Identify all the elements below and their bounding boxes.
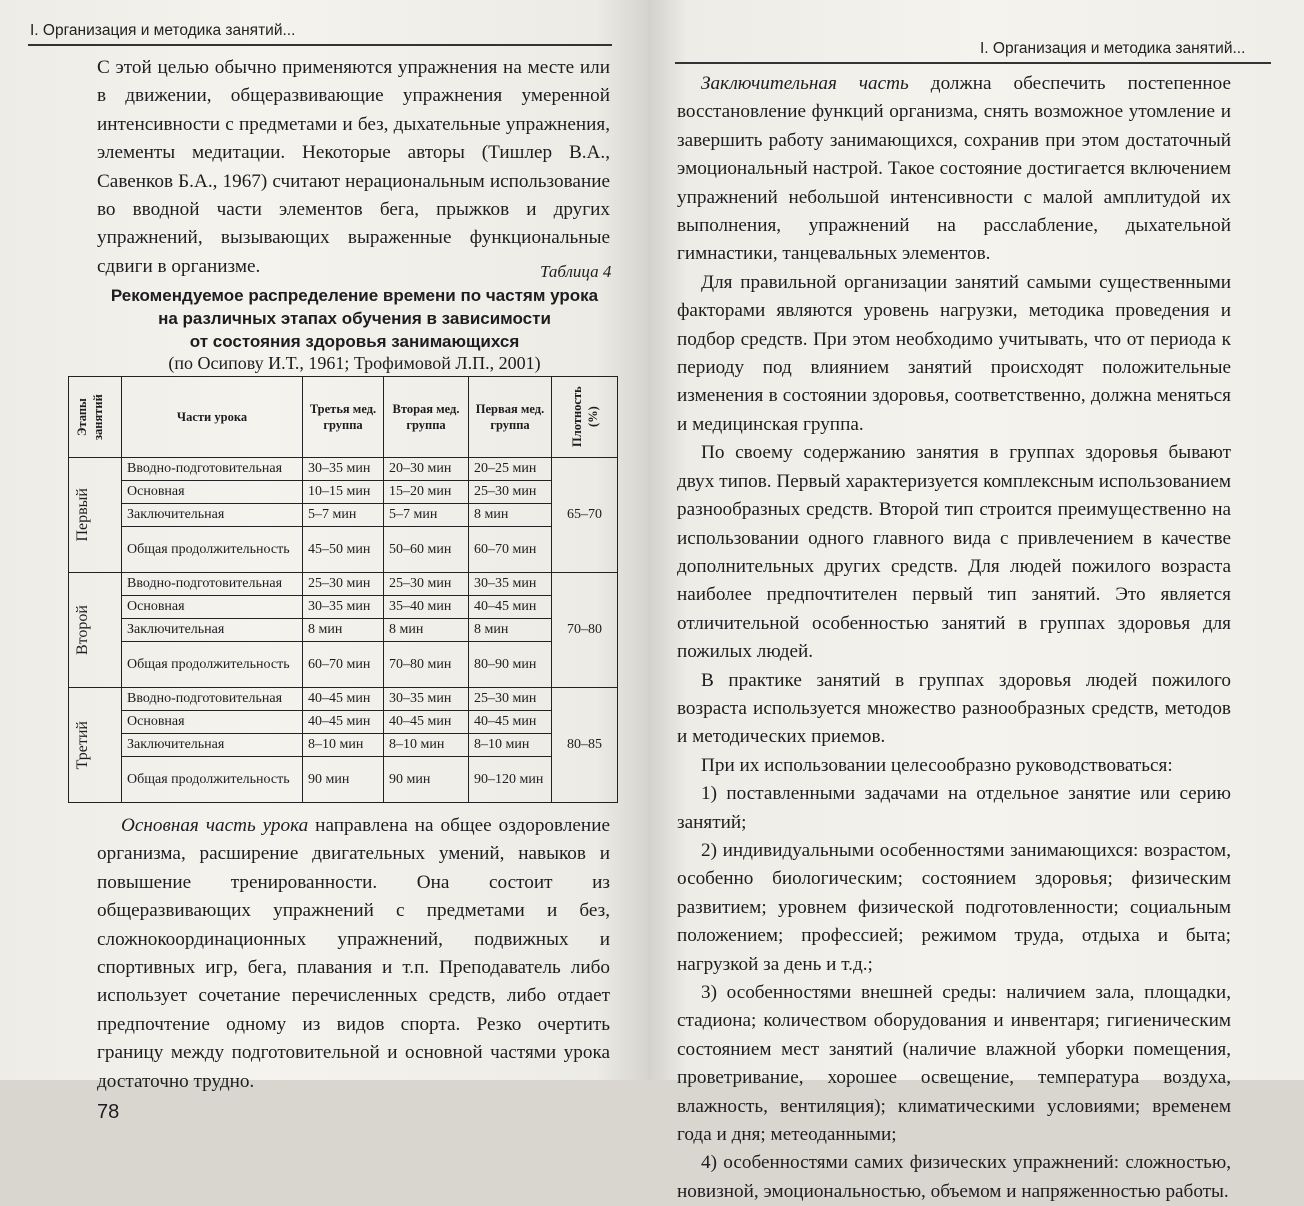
table-row bbox=[69, 458, 618, 481]
header-parts: Части урока bbox=[122, 377, 303, 458]
table-row bbox=[69, 734, 618, 757]
table-row bbox=[69, 481, 618, 504]
duration-cell: 8 мин bbox=[469, 504, 552, 527]
table-row bbox=[69, 688, 618, 711]
left-page bbox=[0, 0, 648, 1123]
table-row bbox=[69, 504, 618, 527]
italic-term: Основная часть урока bbox=[121, 815, 309, 836]
part-cell: Заключительная bbox=[122, 504, 303, 527]
header-rule bbox=[675, 62, 1271, 64]
duration-cell: 20–30 мин bbox=[384, 458, 469, 481]
part-cell: Общая продолжительность bbox=[122, 527, 303, 573]
duration-cell: 8 мин bbox=[469, 619, 552, 642]
table-source: (по Осипову И.Т., 1961; Трофимовой Л.П., 2001) bbox=[168, 353, 541, 373]
table-row bbox=[69, 573, 618, 596]
duration-cell: 40–45 мин bbox=[469, 711, 552, 734]
duration-cell: 50–60 мин bbox=[384, 527, 469, 573]
duration-cell: 60–70 мин bbox=[303, 642, 384, 688]
part-cell: Основная bbox=[122, 596, 303, 619]
duration-cell: 80–90 мин bbox=[469, 642, 552, 688]
stage-cell bbox=[69, 458, 122, 573]
list-item: 2) индивидуальными особенностями занимающихся: возрастом, особенно биологическим; состоянием здоровья; физическим развитием; уровнем физической подготовленности; социальным положением; профессией; режимом труда, отдыха и быта; нагрузкой за день и т.д.; bbox=[677, 839, 1231, 975]
part-cell: Основная bbox=[122, 481, 303, 504]
duration-cell: 90 мин bbox=[303, 757, 384, 803]
italic-term: Заключительная часть bbox=[701, 73, 909, 94]
part-cell: Общая продолжительность bbox=[122, 757, 303, 803]
header-rule bbox=[28, 44, 612, 46]
right-text bbox=[677, 70, 1231, 1206]
header-third-group: Третья мед. группа bbox=[303, 377, 384, 458]
density-cell: 80–85 bbox=[552, 688, 618, 803]
duration-cell: 15–20 мин bbox=[384, 481, 469, 504]
duration-cell: 40–45 мин bbox=[384, 711, 469, 734]
part-cell: Общая продолжительность bbox=[122, 642, 303, 688]
part-cell: Заключительная bbox=[122, 734, 303, 757]
left-intro-text bbox=[97, 54, 610, 281]
paragraph: Основная часть урока направлена на общее оздоровление организма, расширение двигательных умений, навыков и повышение тренированности. Она состоит из общеразвивающих упражнений с предметами и без, сложнокоординационных упражнений, подвижных и спортивных игр, бега, плавания и т.п. Преподаватель либо использует сочетание перечисленных средств, либо отдает предпочтение одному из видов спорта. Резко очертить границу между подготовительной и основной частями урока достаточно трудно. bbox=[97, 815, 610, 1092]
page-number: 78 bbox=[97, 1101, 120, 1123]
duration-cell: 90 мин bbox=[384, 757, 469, 803]
table-title-line: Рекомендуемое распределение времени по частям урока bbox=[110, 286, 599, 305]
header-first-group: Первая мед. группа bbox=[469, 377, 552, 458]
part-cell: Основная bbox=[122, 711, 303, 734]
duration-cell: 70–80 мин bbox=[384, 642, 469, 688]
right-page bbox=[648, 0, 1304, 1202]
table-title bbox=[97, 284, 612, 353]
duration-cell: 8–10 мин bbox=[469, 734, 552, 757]
left-main-text bbox=[97, 812, 610, 1096]
duration-cell: 40–45 мин bbox=[303, 688, 384, 711]
paragraph: По своему содержанию занятия в группах здоровья бывают двух типов. Первый характеризуется комплексным использованием разнообразных средств. Второй тип строится преимущественно на использовании одного главного вида с привлечением в качестве дополнительных других средств. Для людей пожилого возраста наиболее предпочтителен первый тип занятий. Это является отличительной особенностью занятий в группах здоровья для пожилых людей. bbox=[677, 442, 1231, 663]
paragraph: С этой целью обычно применяются упражнения на месте или в движении, общеразвивающие упражнения умеренной интенсивности с предметами и без, дыхательные упражнения, элементы медитации. Некоторые авторы (Тишлер В.А., Савенков Б.А., 1967) считают нерациональным использование во вводной части элементов бега, прыжков и других упражнений, вызывающих выраженные функциональные сдвиги в организме. bbox=[97, 57, 610, 277]
table-row bbox=[69, 619, 618, 642]
table-row bbox=[69, 757, 618, 803]
table-row bbox=[69, 711, 618, 734]
duration-cell: 60–70 мин bbox=[469, 527, 552, 573]
table-row bbox=[69, 596, 618, 619]
list-item: 3) особенностями внешней среды: наличием зала, площадки, стадиона; количеством оборудования и инвентаря; гигиеническим состоянием мест занятий (наличие влажной уборки помещения, проветривание, хорошее освещение, температура воздуха, влажность, вентиляция); климатическими условиями; временем года и дня; метеоданными; bbox=[677, 982, 1231, 1146]
duration-cell: 35–40 мин bbox=[384, 596, 469, 619]
duration-cell: 25–30 мин bbox=[469, 481, 552, 504]
duration-cell: 25–30 мин bbox=[469, 688, 552, 711]
duration-cell: 40–45 мин bbox=[469, 596, 552, 619]
table-label: Таблица 4 bbox=[540, 262, 612, 281]
stage-label: Третий bbox=[74, 720, 91, 770]
table-title-line: на различных этапах обучения в зависимости bbox=[158, 309, 551, 328]
time-distribution-table bbox=[68, 376, 618, 803]
table-row bbox=[69, 527, 618, 573]
paragraph: Для правильной организации занятий самыми существенными факторами являются уровень нагрузки, методика проведения и подбор средств. При этом необходимо учитывать, что от периода к периоду под влиянием занятий происходят положительные изменения в состоянии здоровья, соответственно, должна меняться и медицинская группа. bbox=[677, 271, 1231, 435]
table-title-line: от состояния здоровья занимающихся bbox=[189, 332, 520, 351]
list-item: 1) поставленными задачами на отдельное занятие или серию занятий; bbox=[677, 783, 1231, 833]
duration-cell: 30–35 мин bbox=[384, 688, 469, 711]
header-density: Плотность (%) bbox=[552, 377, 618, 458]
duration-cell: 5–7 мин bbox=[384, 504, 469, 527]
part-cell: Вводно-подготовительная bbox=[122, 688, 303, 711]
duration-cell: 45–50 мин bbox=[303, 527, 384, 573]
part-cell: Вводно-подготовительная bbox=[122, 458, 303, 481]
running-head-left: I. Организация и методика занятий... bbox=[30, 22, 296, 39]
duration-cell: 8 мин bbox=[384, 619, 469, 642]
stage-label: Второй bbox=[74, 604, 91, 655]
paragraph: Заключительная часть должна обеспечить постепенное восстановление функций организма, снять возможное утомление и завершить работу занимающихся, сохранив при этом достаточный эмоциональный настрой. Такое состояние достигается включением упражнений небольшой интенсивности с малой амплитудой их выполнения, упражнений на расслабление, дыхательной гимнастики, танцевальных элементов. bbox=[677, 73, 1231, 265]
duration-cell: 30–35 мин bbox=[469, 573, 552, 596]
density-cell: 65–70 bbox=[552, 458, 618, 573]
duration-cell: 25–30 мин bbox=[384, 573, 469, 596]
duration-cell: 25–30 мин bbox=[303, 573, 384, 596]
table-row bbox=[69, 642, 618, 688]
duration-cell: 90–120 мин bbox=[469, 757, 552, 803]
duration-cell: 8–10 мин bbox=[384, 734, 469, 757]
paragraph: При их использовании целесообразно руководствоваться: bbox=[701, 754, 1173, 776]
duration-cell: 40–45 мин bbox=[303, 711, 384, 734]
header-second-group: Вторая мед. группа bbox=[384, 377, 469, 458]
stage-cell bbox=[69, 688, 122, 803]
duration-cell: 20–25 мин bbox=[469, 458, 552, 481]
duration-cell: 8 мин bbox=[303, 619, 384, 642]
duration-cell: 30–35 мин bbox=[303, 596, 384, 619]
part-cell: Вводно-подготовительная bbox=[122, 573, 303, 596]
part-cell: Заключительная bbox=[122, 619, 303, 642]
duration-cell: 10–15 мин bbox=[303, 481, 384, 504]
paragraph: В практике занятий в группах здоровья людей пожилого возраста используется множество разнообразных средств, методов и методических приемов. bbox=[677, 669, 1231, 748]
duration-cell: 8–10 мин bbox=[303, 734, 384, 757]
stage-label: Первый bbox=[74, 488, 91, 542]
duration-cell: 5–7 мин bbox=[303, 504, 384, 527]
running-head-right: I. Организация и методика занятий... bbox=[980, 40, 1246, 57]
header-stage: Этапы занятий bbox=[69, 377, 122, 458]
stage-cell bbox=[69, 573, 122, 688]
density-cell: 70–80 bbox=[552, 573, 618, 688]
duration-cell: 30–35 мин bbox=[303, 458, 384, 481]
list-item: 4) особенностями самих физических упражнений: сложностью, новизной, эмоциональностью, объемом и напряженностью работы. bbox=[677, 1152, 1231, 1202]
